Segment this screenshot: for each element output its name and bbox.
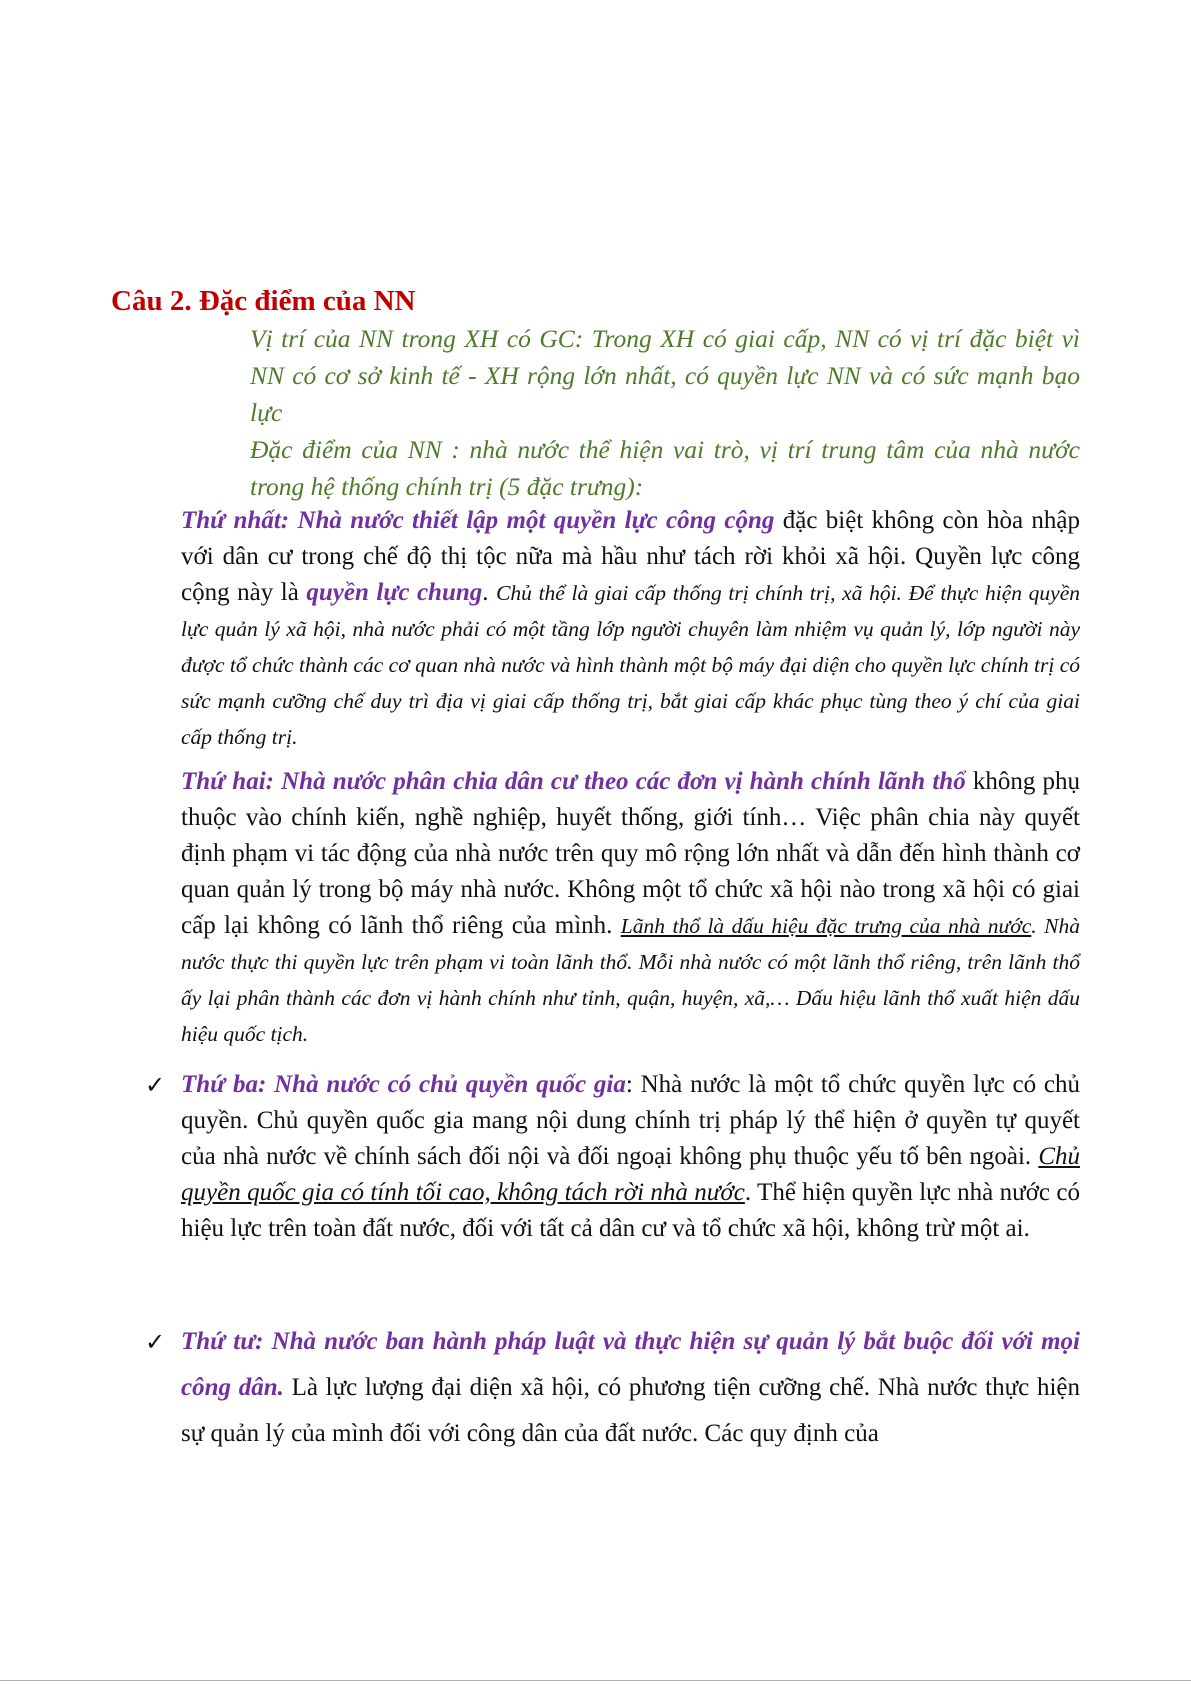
intro-block [250,320,1080,505]
checkmark-icon: ✓ [145,1328,166,1356]
feature-second-lead: Thứ hai: Nhà nước phân chia dân cư theo các đơn vị hành chính lãnh thổ [181,768,966,795]
page-bottom-rule [0,1680,1191,1681]
feature-third-underline: Chủ quyền quốc gia có tính tối cao, không tách rời nhà nước [181,1143,1080,1206]
checkmark-icon: ✓ [145,1071,166,1099]
feature-fourth [181,1319,1080,1457]
feature-third-text: : Nhà nước là một tổ chức quyền lực có chủ quyền. Chủ quyền quốc gia mang nội dung chính trị pháp lý thể hiện ở quyền tự quyết của nhà nước về chính sách đối nội và đối ngoại không phụ thuộc yếu tố bên ngoài. [181,1071,1081,1170]
feature-second [181,764,1080,1052]
feature-fourth-lead: Thứ tư: Nhà nước ban hành pháp luật và thực hiện sự quản lý bắt buộc đối với mọi công dân. [181,1328,1080,1401]
feature-first [181,503,1080,755]
feature-second-text: không phụ thuộc vào chính kiến, nghề nghiệp, huyết thống, giới tính… Việc phân chia này quyết định phạm vi tác động của nhà nước trên quy mô rộng lớn nhất và dẫn đến hình thành cơ quan quản lý trong bộ máy nhà nước. Không một tổ chức xã hội nào trong xã hội có giai cấp lại không có lãnh thổ riêng của mình. [181,768,1080,939]
feature-fourth-text: Là lực lượng đại diện xã hội, có phương tiện cưỡng chế. Nhà nước thực hiện sự quản lý của mình đối với công dân của đất nước. Các quy định của [181,1374,1080,1447]
intro-paragraph-features: Đặc điểm của NN : nhà nước thể hiện vai trò, vị trí trung tâm của nhà nước trong hệ thống chính trị (5 đặc trưng): [250,435,1080,501]
feature-second-underline: Lãnh thổ là dấu hiệu đặc trưng của nhà nước [620,914,1032,938]
feature-first-detail: Chủ thể là giai cấp thống trị chính trị, xã hội. Để thực hiện quyền lực quản lý xã hội, nhà nước phải có một tầng lớp người chuyên làm nhiệm vụ quản lý, lớp người này được tổ chức thành các cơ quan nhà nước và hình thành một bộ máy đại diện cho quyền lực chính trị có sức mạnh cưỡng chế duy trì địa vị giai cấp thống trị, bắt giai cấp khác phục tùng theo ý chí của giai cấp thống trị. [181,581,1081,749]
section-heading: Câu 2. Đặc điểm của NN [111,285,416,317]
feature-third-lead: Thứ ba: Nhà nước có chủ quyền quốc gia [181,1071,626,1098]
feature-third [181,1067,1080,1247]
feature-second-detail: . Nhà nước thực thi quyền lực trên phạm vi toàn lãnh thổ. Mỗi nhà nước có một lãnh thổ riêng, trên lãnh thổ ấy lại phân thành các đơn vị hành chính như tỉnh, quận, huyện, xã,… Dấu hiệu lãnh thổ xuất hiện dấu hiệu quốc tịch. [181,914,1080,1046]
feature-first-text: đặc biệt không còn hòa nhập với dân cư trong chế độ thị tộc nữa mà hầu như tách rời khỏi xã hội. Quyền lực công cộng này là [181,507,1080,606]
feature-first-emphasis: quyền lực chung [306,579,483,606]
feature-first-lead: Thứ nhất: Nhà nước thiết lập một quyền lực công cộng [181,507,775,534]
feature-third-text-2: . Thể hiện quyền lực nhà nước có hiệu lực trên toàn đất nước, đối với tất cả dân cư và tổ chức xã hội, không trừ một ai. [181,1179,1080,1242]
feature-first-text-2: . [482,579,497,606]
intro-paragraph-position: Vị trí của NN trong XH có GC: Trong XH có giai cấp, NN có vị trí đặc biệt vì NN có cơ sở kinh tế - XH rộng lớn nhất, có quyền lực NN và có sức mạnh bạo lực [250,324,1080,427]
